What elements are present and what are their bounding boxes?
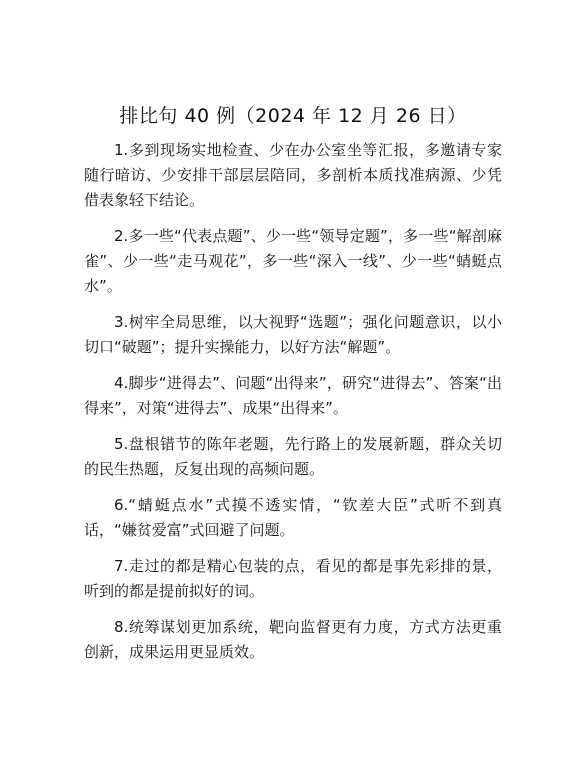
- paragraph-4: 4.脚步“进得去”、问题“出得来”，研究“进得去”、答案“出得来”，对策“进得去”、成果“出得来”。: [84, 374, 502, 417]
- paragraph-6: 6.“蜻蜓点水”式摸不透实情，“钦差大臣”式听不到真话，“嫌贫爱富”式回避了问题。: [84, 496, 502, 539]
- paragraph-2: 2.多一些“代表点题”、少一些“领导定题”，多一些“解剖麻雀”、少一些“走马观花”，多一些“深入一线”、少一些“蜻蜓点水”。: [84, 227, 502, 295]
- paragraph-7: 7.走过的都是精心包装的点，看见的都是事先彩排的景，听到的都是提前拟好的词。: [84, 557, 502, 600]
- paragraph-1: 1.多到现场实地检查、少在办公室坐等汇报，多邀请专家随行暗访、少安排干部层层陪同，多剖析本质找准病源、少凭借表象轻下结论。: [84, 141, 502, 209]
- document-title: 排比句 40 例（2024 年 12 月 26 日）: [119, 105, 467, 127]
- paragraph-3: 3.树牢全局思维，以大视野“选题”；强化问题意识，以小切口“破题”；提升实操能力，以好方法“解题”。: [84, 313, 502, 356]
- paragraph-8: 8.统筹谋划更加系统，靶向监督更有力度，方式方法更重创新，成果运用更显质效。: [84, 618, 502, 661]
- document-body: [84, 138, 502, 676]
- paragraph-5: 5.盘根错节的陈年老题，先行路上的发展新题，群众关切的民生热题，反复出现的高频问题。: [84, 435, 502, 478]
